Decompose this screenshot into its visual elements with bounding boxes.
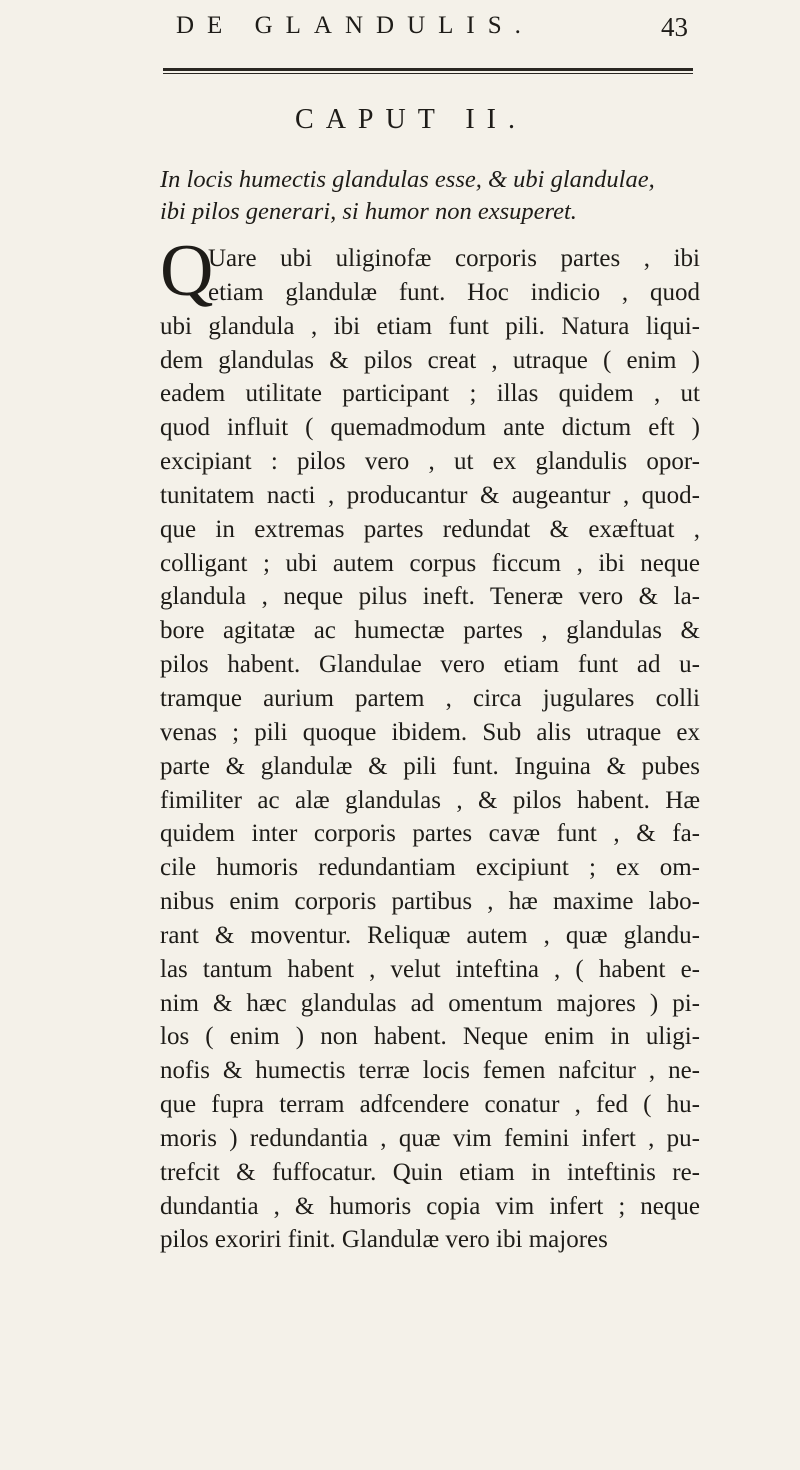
text-line: tunitatem nacti , producantur & augeantur , quod-	[160, 481, 700, 509]
text-line: parte & glandulæ & pili funt. Inguina & pubes	[160, 752, 700, 780]
running-head: DE GLANDULIS.	[176, 12, 534, 39]
text-line: ubi glandula , ibi etiam funt pili. Natura liqui-	[160, 312, 700, 340]
text-line: cile humoris redundantiam excipiunt ; ex om-	[160, 854, 700, 882]
text-line: rant & moventur. Reliquæ autem , quæ glandu-	[160, 921, 700, 949]
text-line: las tantum habent , velut inteftina , ( habent e-	[160, 955, 700, 983]
body-text	[160, 242, 700, 1257]
text-line: bore agitatæ ac humectæ partes , glandulas &	[160, 617, 700, 645]
text-line: moris ) redundantia , quæ vim femini infert , pu-	[160, 1124, 700, 1152]
text-line: pilos exoriri finit. Glandulæ vero ibi majores	[160, 1226, 608, 1254]
text-line: colligant ; ubi autem corpus ficcum , ibi neque	[160, 549, 700, 577]
text-line: eadem utilitate participant ; illas quidem , ut	[160, 380, 700, 408]
text-line: trefcit & fuffocatur. Quin etiam in inteftinis re-	[160, 1158, 700, 1186]
text-line: glandula , neque pilus ineft. Teneræ vero & la-	[160, 583, 700, 611]
chapter-subtitle-line: ibi pilos generari, si humor non exsuperet.	[160, 198, 577, 225]
text-line: Uare ubi uliginofæ corporis partes , ibi	[208, 245, 700, 272]
text-line: que fupra terram adfcendere conatur , fed ( hu-	[160, 1091, 700, 1119]
text-line: que in extremas partes redundat & exæftuat ,	[160, 515, 700, 543]
text-line: venas ; pili quoque ibidem. Sub alis utraque ex	[160, 718, 700, 746]
text-line: nofis & humectis terræ locis femen nafcitur , ne-	[160, 1057, 700, 1085]
text-line: etiam glandulæ funt. Hoc indicio , quod	[208, 278, 700, 306]
text-line: excipiant : pilos vero , ut ex glandulis opor-	[160, 448, 700, 476]
text-line: quod influit ( quemadmodum ante dictum eft )	[160, 414, 700, 442]
chapter-subtitle	[160, 164, 700, 228]
text-line: pilos habent. Glandulae vero etiam funt ad u-	[160, 651, 700, 679]
text-line: los ( enim ) non habent. Neque enim in uligi-	[160, 1023, 700, 1051]
page-number: 43	[661, 12, 688, 42]
chapter-title: CAPUT II.	[295, 104, 527, 135]
text-line: fimiliter ac alæ glandulas , & pilos habent. Hæ	[160, 786, 700, 814]
text-line: dundantia , & humoris copia vim infert ; neque	[160, 1192, 700, 1220]
text-line: dem glandulas & pilos creat , utraque ( enim )	[160, 346, 700, 374]
drop-cap: Q	[160, 230, 214, 312]
chapter-subtitle-line: In locis humectis glandulas esse, & ubi glandulae,	[160, 166, 655, 193]
text-line: tramque aurium partem , circa jugulares colli	[160, 684, 700, 712]
header-rule	[163, 68, 693, 74]
text-line: nim & hæc glandulas ad omentum majores ) pi-	[160, 989, 700, 1017]
text-line: nibus enim corporis partibus , hæ maxime labo-	[160, 888, 700, 916]
text-line: quidem inter corporis partes cavæ funt , & fa-	[160, 820, 700, 848]
